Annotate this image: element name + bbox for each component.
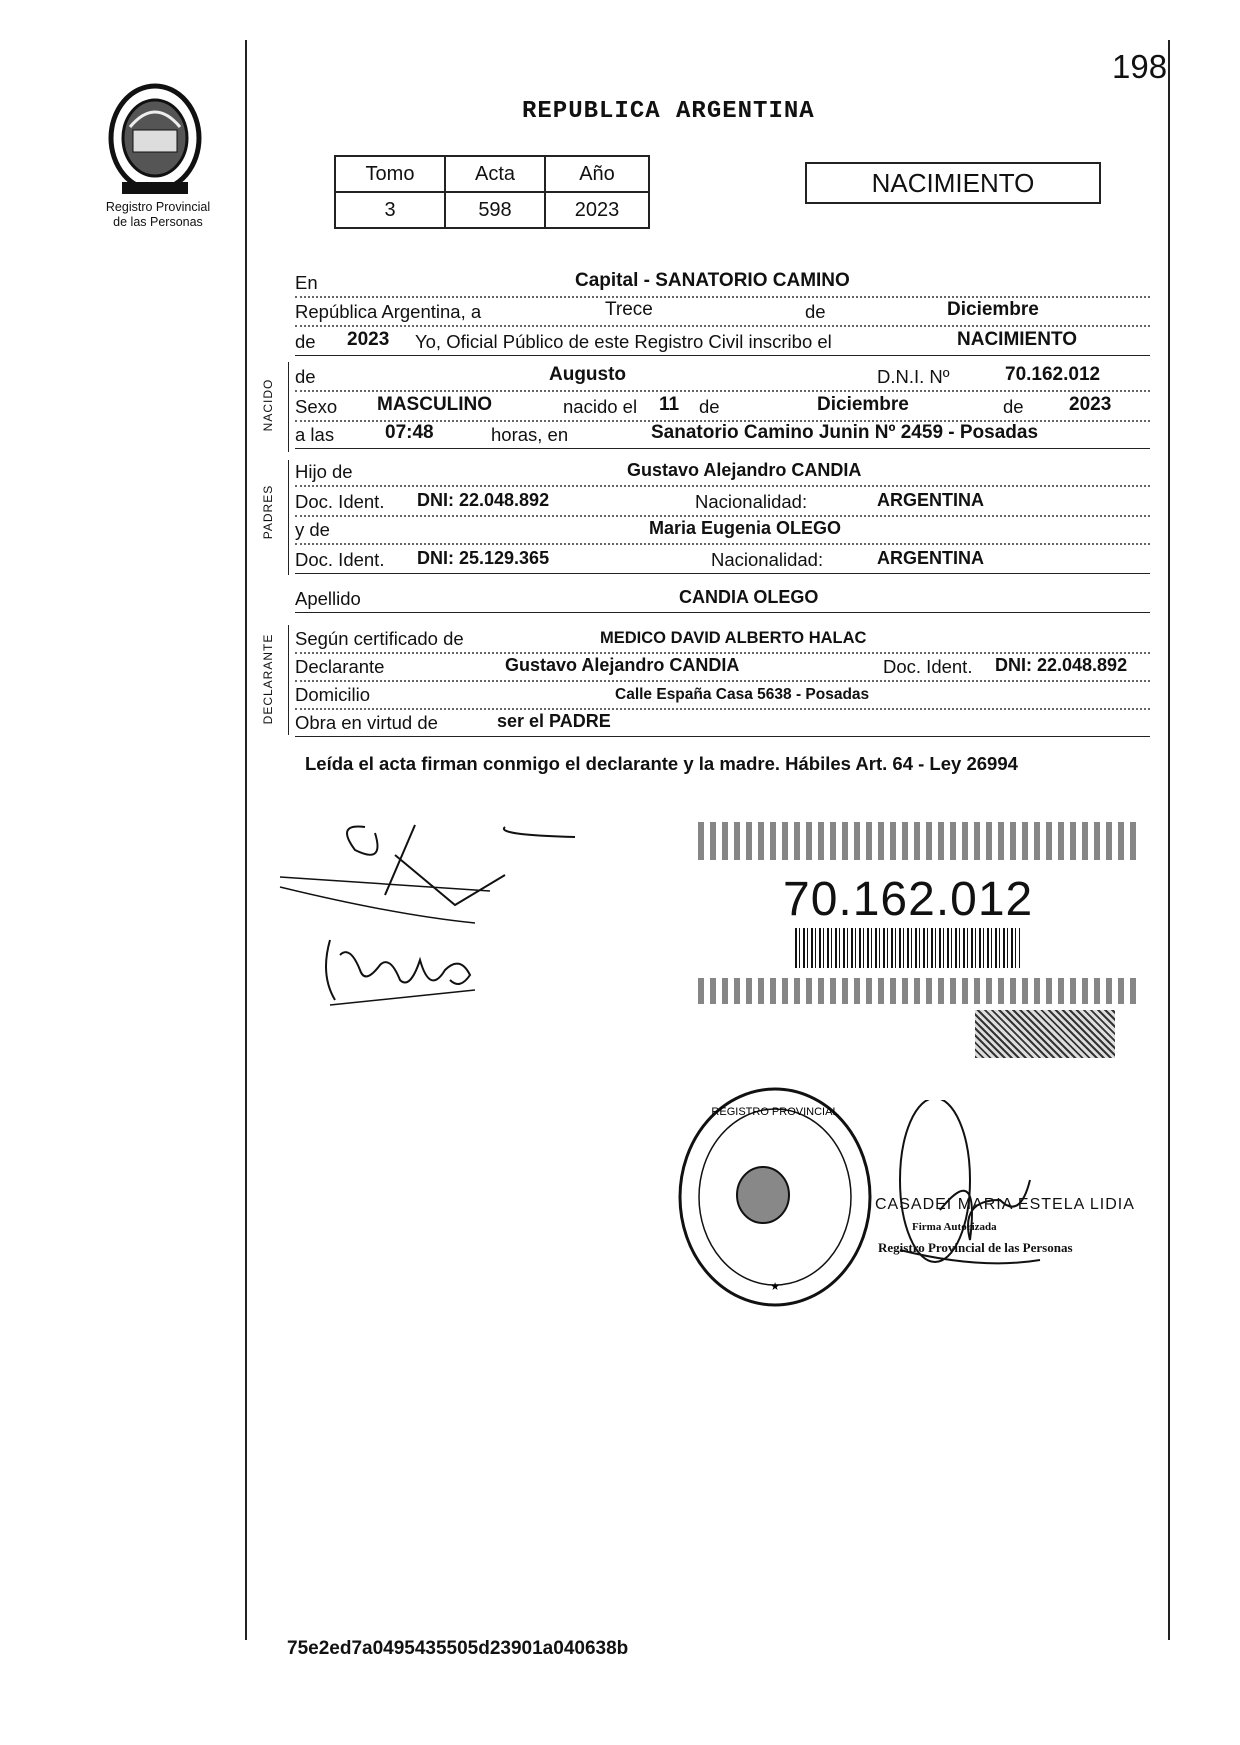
mother-doc: DNI: 25.129.365 [417,548,550,568]
row-nacido-name: de Augusto D.N.I. Nº 70.162.012 [295,360,1150,392]
row-hora: a las 07:48 horas, en Sanatorio Camino Junin Nº 2459 - Posadas [295,418,1150,449]
row-obra: Obra en virtud de ser el PADRE [295,706,1150,737]
declarant-signature [275,815,615,940]
certificado-value: MEDICO DAVID ALBERTO HALAC [600,629,867,647]
mother-signature [290,935,510,1020]
right-margin-line [1168,40,1170,1640]
father-nationality: ARGENTINA [877,490,984,510]
reading-note: Leída el acta firman conmigo el declarante y la madre. Hábiles Art. 64 - Ley 26994 [305,753,1018,774]
day-written: Trece [605,299,653,320]
acta-type-box: NACIMIENTO [805,162,1101,204]
row-year: de 2023 Yo, Oficial Público de este Registro Civil inscribo el NACIMIENTO [295,325,1150,356]
declarante-side-label: DECLARANTE [261,633,275,725]
row-father-doc: Doc. Ident. DNI: 22.048.892 Nacionalidad: ARGENTINA [295,485,1150,517]
acta-table [334,155,650,229]
place-value: Capital - SANATORIO CAMINO [575,270,850,291]
svg-text:REGISTRO PROVINCIAL: REGISTRO PROVINCIAL [711,1106,839,1118]
registry-label: Registro Provincial de las Personas [105,200,211,229]
acta-value: 598 [445,192,545,228]
mother-nationality: ARGENTINA [877,548,984,568]
svg-text:★: ★ [770,1281,780,1293]
signer-organization: Registro Provincial de las Personas [878,1240,1073,1255]
dni-stamp-pattern-bottom [698,978,1138,1004]
domicilio-value: Calle España Casa 5638 - Posadas [615,686,870,703]
signer-subtitle: Firma Autorizada [912,1221,997,1233]
row-sexo: Sexo MASCULINO nacido el 11 de Diciembre de 2023 [295,390,1150,422]
birth-time: 07:48 [385,422,434,443]
birth-month: Diciembre [817,394,909,415]
child-name: Augusto [549,364,627,385]
row-en: En Capital - SANATORIO CAMINO [295,266,1150,298]
document-hash: 75e2ed7a0495435505d23901a040638b [287,1638,629,1659]
year-written: 2023 [347,329,390,350]
row-y-de: y de Maria Eugenia OLEGO [295,513,1150,545]
father-doc: DNI: 22.048.892 [417,490,550,510]
anio-header: Año [545,156,649,192]
official-seal [675,1085,875,1315]
declarante-name: Gustavo Alejandro CANDIA [505,655,740,675]
left-margin-line [245,40,247,1640]
declarante-doc: DNI: 22.048.892 [995,655,1128,675]
document-title: REPUBLICA ARGENTINA [522,98,815,125]
row-certificado: Según certificado de MEDICO DAVID ALBERTO HALAC [295,622,1150,654]
birth-day: 11 [659,394,680,415]
father-name: Gustavo Alejandro CANDIA [627,460,862,480]
child-dni: 70.162.012 [1005,364,1101,385]
dni-stamp-number: 70.162.012 [783,873,1034,926]
dni-stamp-pattern-top [698,822,1138,860]
province-logo [100,82,210,200]
tomo-value: 3 [335,192,445,228]
security-hologram [975,1010,1115,1058]
signer-name: CASADEI MARIA ESTELA LIDIA [875,1196,1135,1213]
apellido-value: CANDIA OLEGO [679,587,819,607]
row-apellido: Apellido CANDIA OLEGO [295,582,1150,613]
nacido-side-label: NACIDO [261,378,275,432]
anio-value: 2023 [545,192,649,228]
padres-divider [288,460,289,575]
padres-side-label: PADRES [261,484,275,540]
obra-value: ser el PADRE [497,711,611,731]
nacido-divider [288,362,289,452]
acta-type-value: NACIMIENTO [957,329,1077,350]
tomo-header: Tomo [335,156,445,192]
row-declarante: Declarante Gustavo Alejandro CANDIA Doc. Ident. DNI: 22.048.892 [295,650,1150,682]
page-number: 198 [1112,48,1168,85]
row-republica: República Argentina, a Trece de Diciembre [295,295,1150,327]
declarante-divider [288,625,289,735]
mother-name: Maria Eugenia OLEGO [649,518,842,538]
birth-year: 2023 [1069,394,1112,415]
row-domicilio: Domicilio Calle España Casa 5638 - Posadas [295,678,1150,710]
dni-barcode [795,928,1020,968]
row-mother-doc: Doc. Ident. DNI: 25.129.365 Nacionalidad: ARGENTINA [295,543,1150,574]
acta-header: Acta [445,156,545,192]
birth-place: Sanatorio Camino Junin Nº 2459 - Posadas [651,422,1039,443]
row-hijo-de: Hijo de Gustavo Alejandro CANDIA [295,455,1150,487]
month-written: Diciembre [947,299,1039,320]
sexo-value: MASCULINO [377,394,493,415]
